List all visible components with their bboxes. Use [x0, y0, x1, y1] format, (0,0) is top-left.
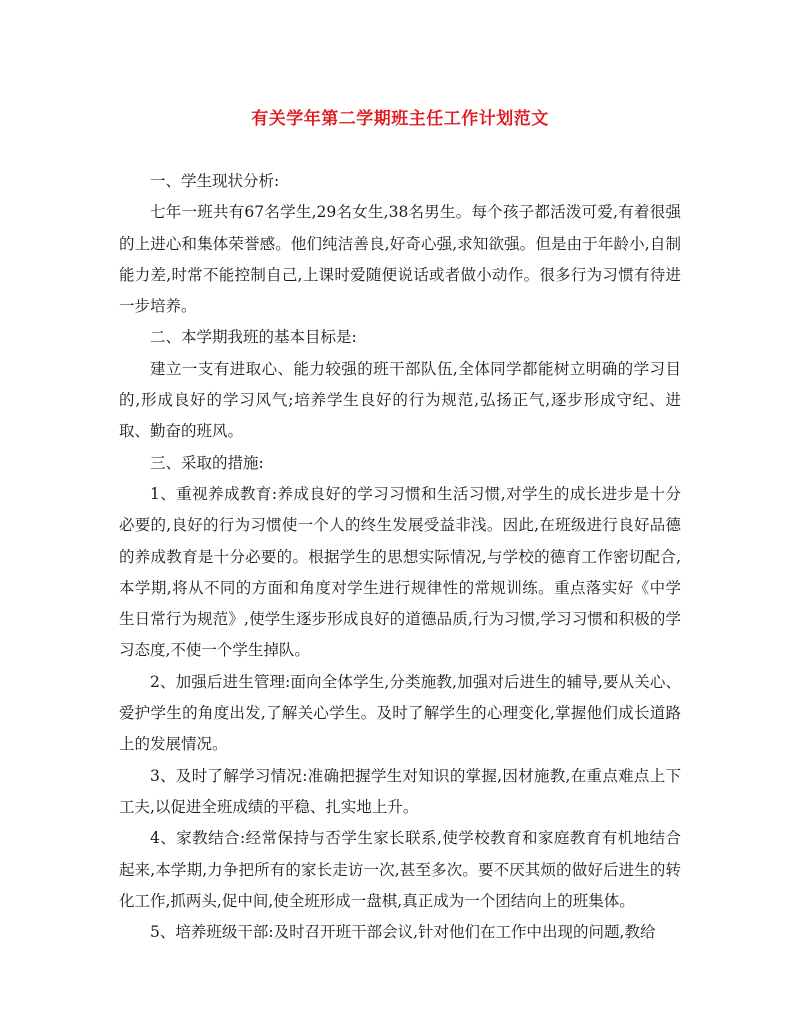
paragraph-measure-2: 2、加强后进生管理:面向全体学生,分类施教,加强对后进生的辅导,要从关心、爱护学生的角度出发,了解关心学生。及时了解学生的心理变化,掌握他们成长道路上的发展情况。	[119, 672, 681, 754]
section-heading-student-analysis: 一、学生现状分析:	[150, 172, 280, 190]
document-body	[119, 166, 681, 948]
paragraph-student-analysis: 七年一班共有67名学生,29名女生,38名男生。每个孩子都活泼可爱,有着很强的上进心和集体荣誉感。他们纯洁善良,好奇心强,求知欲强。但是由于年龄小,自制能力差,时常不能控制自己,上课时爱随便说话或者做小动作。很多行为习惯有待进一步培养。	[119, 203, 681, 316]
paragraph-measure-3: 3、及时了解学习情况:准确把握学生对知识的掌握,因材施教,在重点难点上下工夫,以促进全班成绩的平稳、扎实地上升。	[119, 766, 681, 816]
section-heading-basic-goals: 二、本学期我班的基本目标是:	[150, 328, 357, 347]
section-heading-measures: 三、采取的措施:	[150, 453, 264, 472]
document-title: 有关学年第二学期班主任工作计划范文	[251, 109, 549, 129]
paragraph-measure-5: 5、培养班级干部:及时召开班干部会议,针对他们在工作中出现的问题,教给	[150, 923, 656, 942]
paragraph-measure-4: 4、家教结合:经常保持与否学生家长联系,使学校教育和家庭教育有机地结合起来,本学期,力争把所有的家长走访一次,甚至多次。要不厌其烦的做好后进生的转化工作,抓两头,促中间,使全班形成一盘棋,真正成为一个团结向上的班集体。	[119, 829, 681, 910]
paragraph-measure-1: 1、重视养成教育:养成良好的学习习惯和生活习惯,对学生的成长进步是十分必要的,良好的行为习惯使一个人的终生发展受益非浅。因此,在班级进行良好品德的养成教育是十分必要的。根据学生的思想实际情况,与学校的德育工作密切配合,本学期,将从不同的方面和角度对学生进行规律性的常规训练。重点落实好《中学生日常行为规范》,使学生逐步形成良好的道德品质,行为习惯,学习习惯和积极的学习态度,不使一个学生掉队。	[119, 484, 681, 660]
paragraph-basic-goals: 建立一支有进取心、能力较强的班干部队伍,全体同学都能树立明确的学习目的,形成良好的学习风气;培养学生良好的行为规范,弘扬正气,逐步形成守纪、进取、勤奋的班风。	[119, 359, 681, 441]
